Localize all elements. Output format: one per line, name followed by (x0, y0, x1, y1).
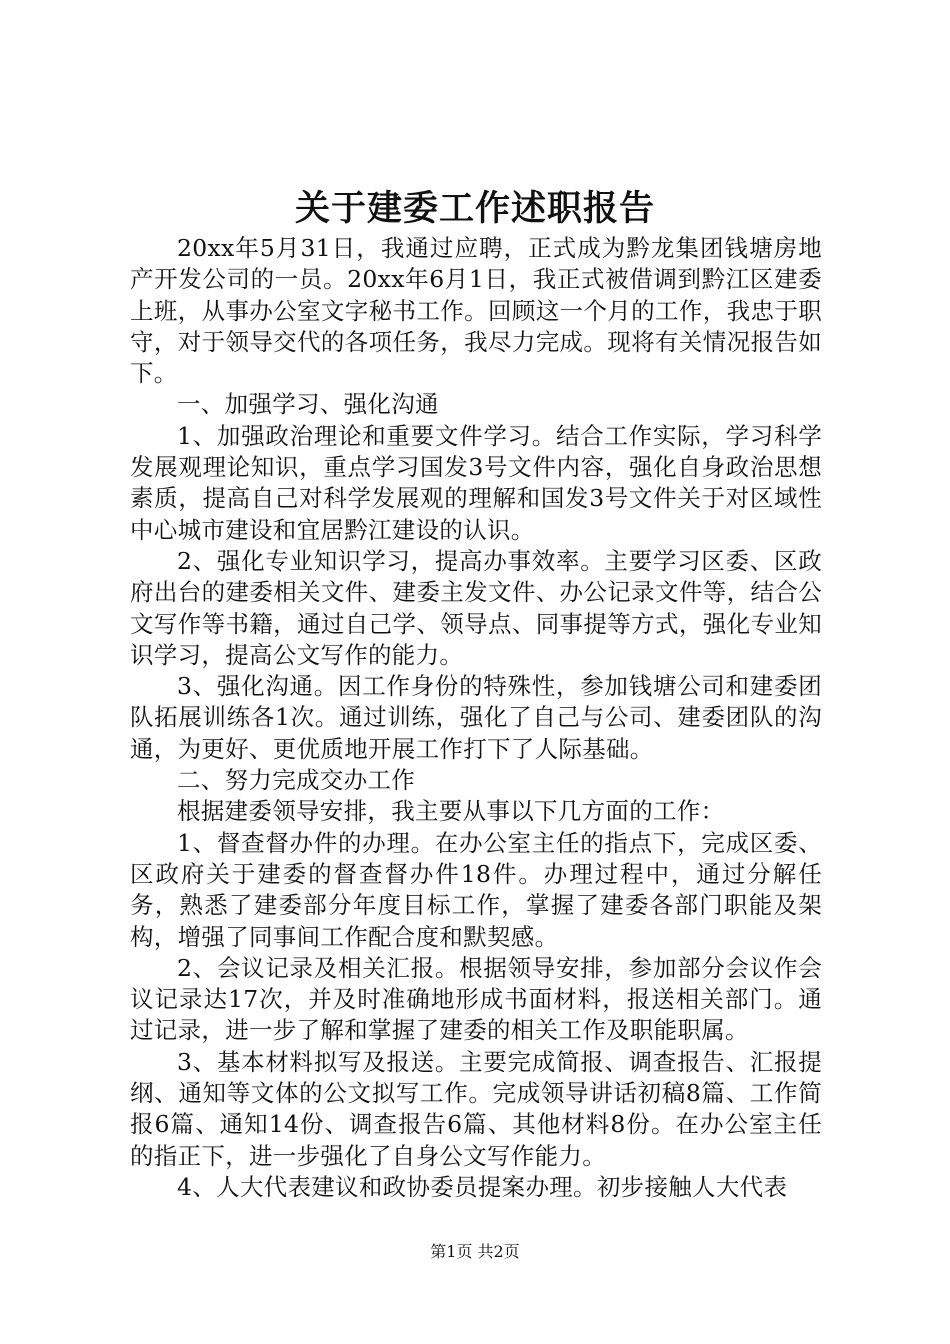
paragraph-1-2: 2、强化专业知识学习，提高办事效率。主要学习区委、区政府出台的建委相关文件、建委主发文件、办公记录文件等，结合公文写作等书籍，通过自己学、领导点、同事提等方式，强化专业知识学习，提高公文写作的能力。 (130, 546, 822, 669)
document-body (130, 233, 822, 1203)
paragraph-2-4: 4、人大代表建议和政协委员提案办理。初步接触人大代表 (177, 1172, 788, 1201)
document-title: 关于建委工作述职报告 (294, 188, 655, 229)
section-heading-1: 一、加强学习、强化沟通 (177, 390, 439, 419)
paragraph-2-2: 2、会议记录及相关汇报。根据领导安排，参加部分会议作会议记录达17次，并及时准确地形成书面材料，报送相关部门。通过记录，进一步了解和掌握了建委的相关工作及职能职属。 (130, 953, 822, 1045)
paragraph-2-3: 3、基本材料拟写及报送。主要完成简报、调查报告、汇报提纲、通知等文体的公文拟写工作。完成领导讲话初稿8篇、工作简报6篇、通知14份、调查报告6篇、其他材料8份。在办公室主任的指正下，进一步强化了自身公文写作能力。 (130, 1047, 822, 1170)
paragraph-2-intro: 根据建委领导安排，我主要从事以下几方面的工作： (177, 797, 725, 826)
paragraph-1-1: 1、加强政治理论和重要文件学习。结合工作实际，学习科学发展观理论知识，重点学习国发3号文件内容，强化自身政治思想素质，提高自己对科学发展观的理解和国发3号文件关于对区域性中心城市建设和宜居黔江建设的认识。 (130, 421, 822, 544)
paragraph-intro: 20xx年5月31日，我通过应聘，正式成为黔龙集团钱塘房地产开发公司的一员。20xx年6月1日，我正式被借调到黔江区建委上班，从事办公室文字秘书工作。回顾这一个月的工作，我忠于职守，对于领导交代的各项任务，我尽力完成。现将有关情况报告如下。 (130, 234, 822, 388)
page-number-footer: 第1页 共2页 (430, 1242, 520, 1261)
paragraph-1-3: 3、强化沟通。因工作身份的特殊性，参加钱塘公司和建委团队拓展训练各1次。通过训练，强化了自己与公司、建委团队的沟通，为更好、更优质地开展工作打下了人际基础。 (130, 672, 822, 763)
paragraph-2-1: 1、督查督办件的办理。在办公室主任的指点下，完成区委、区政府关于建委的督查督办件18件。办理过程中，通过分解任务，熟悉了建委部分年度目标工作，掌握了建委各部门职能及架构，增强了同事间工作配合度和默契感。 (130, 828, 822, 951)
section-heading-2: 二、努力完成交办工作 (177, 766, 415, 795)
